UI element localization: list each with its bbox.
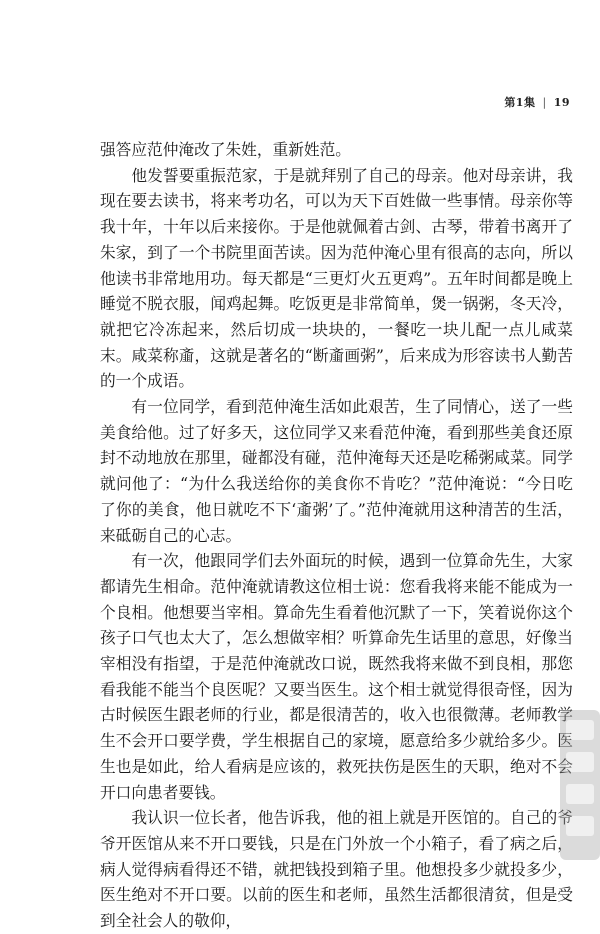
paragraph: 强答应范仲淹改了朱姓，重新姓范。 xyxy=(100,140,351,159)
header-separator: | xyxy=(542,96,547,109)
body-text xyxy=(100,137,573,934)
paragraph: 有一次，他跟同学们去外面玩的时候，遇到一位算命先生，大家都请先生相命。范仲淹就请教这位相士说：您看我将来能不能成为一个良相。他想要当宰相。算命先生看着他沉默了一下，笑着说你这个孩子口气也太大了，怎么想做宰相？听算命先生话里的意思，好像当宰相没有指望，于是范仲淹就改口说，既然我将来做不到良相，那您看我能不能当个良医呢？又要当医生。这个相士就觉得很奇怪，因为古时候医生跟老师的行业，都是很清苦的，收入也很微薄。老师教学生不会开口要学费，学生根据自己的家境，愿意给多少就给多少。医生也是如此，给人看病是应该的，救死扶伤是医生的天职，绝对不会开口向患者要钱。 xyxy=(100,551,573,802)
watermark-stamp xyxy=(552,700,600,870)
chapter-label: 第1集 xyxy=(504,96,536,109)
paragraph: 我认识一位长者，他告诉我，他的祖上就是开医馆的。自己的爷爷开医馆从来不开口要钱，只是在门外放一个小箱子，看了病之后，病人觉得病看得还不错，就把钱投到箱子里。他想投多少就投多少，医生绝对不开口要。以前的医生和老师，虽然生活都很清贫，但是受到全社会人的敬仰， xyxy=(100,808,573,931)
paragraph: 他发誓要重振范家，于是就拜别了自己的母亲。他对母亲讲，我现在要去读书，将来考功名，可以为天下百姓做一些事情。母亲你等我十年，十年以后来接你。于是他就佩着古剑、古琴，带着书离开了朱家，到了一个书院里面苦读。因为范仲淹心里有很高的志向，所以他读书非常地用功。每天都是“三更灯火五更鸡”。五年时间都是晚上睡觉不脱衣服，闻鸡起舞。吃饭更是非常简单，煲一锅粥，冬天冷，就把它冷冻起来，然后切成一块块的，一餐吃一块儿配一点儿咸菜末。咸菜称齑，这就是著名的“断齑画粥”，后来成为形容读书人勤苦的一个成语。 xyxy=(100,165,573,391)
paragraph: 有一位同学，看到范仲淹生活如此艰苦，生了同情心，送了一些美食给他。过了好多天，这位同学又来看范仲淹，看到那些美食还原封不动地放在那里，碰都没有碰，范仲淹每天还是吃稀粥咸菜。同学就问他了：“为什么我送给你的美食你不肯吃？”范仲淹说：“今日吃了你的美食，他日就吃不下‘齑粥’了。”范仲淹就用这种清苦的生活，来砥砺自己的心志。 xyxy=(100,397,573,545)
page-number: 19 xyxy=(553,96,570,109)
running-header xyxy=(504,94,570,110)
